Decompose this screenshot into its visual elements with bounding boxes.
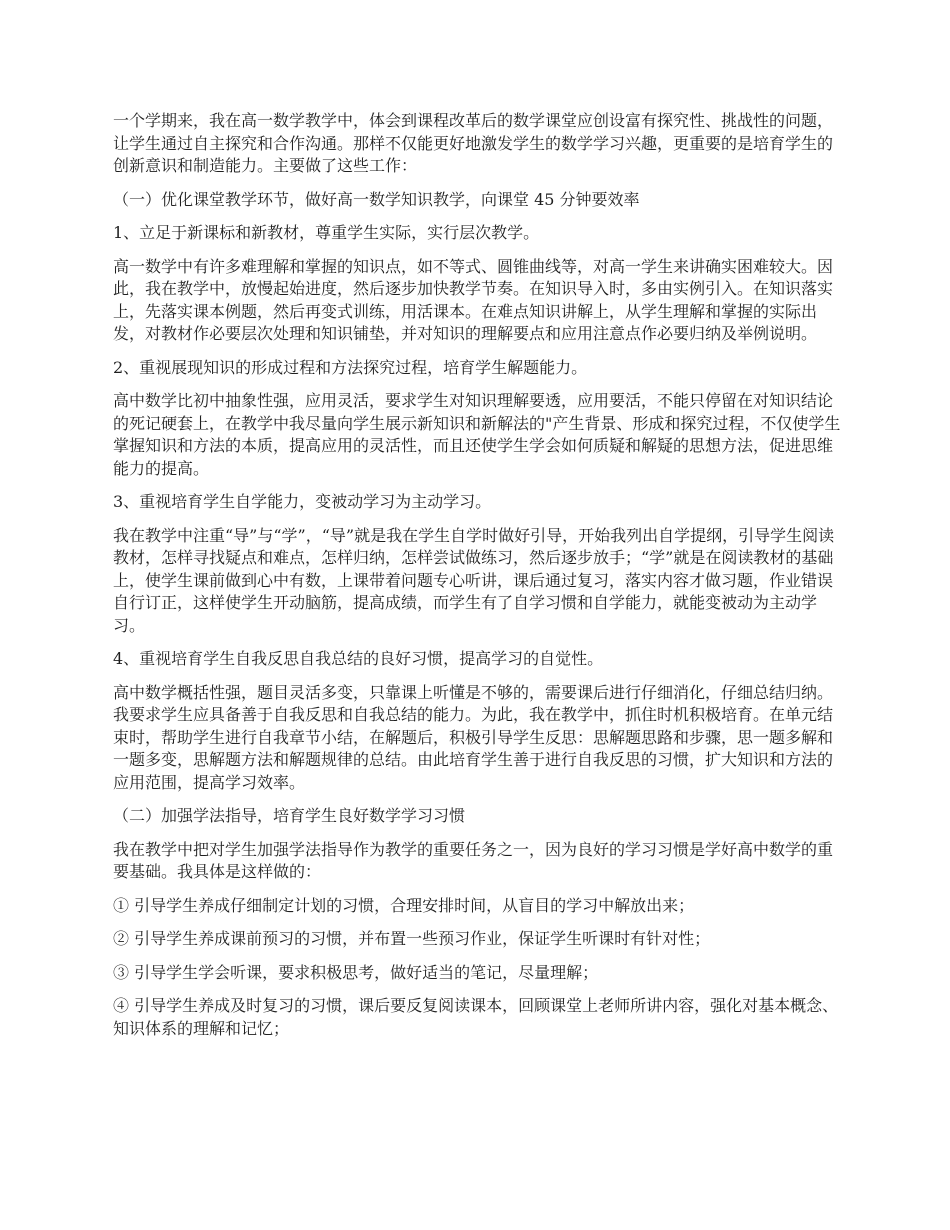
body-paragraph: 我在教学中注重“导”与“学”，“导”就是我在学生自学时做好引导，开始我列出自学提纲，引导学生阅读教材，怎样寻找疑点和难点，怎样归纳，怎样尝试做练习，然后逐步放手；“学”就是在阅读教材的基础上，使学生课前做到心中有数，上课带着问题专心听讲，课后通过复习，落实内容才做习题，作业错误自行订正，这样使学生开动脑筋，提高成绩，而学生有了自学习惯和自学能力，就能变被动为主动学习。: [113, 525, 835, 635]
list-item-3: ③ 引导学生学会听课，要求积极思考，做好适当的笔记，尽量理解；: [113, 962, 599, 982]
section-heading-2: （二）加强学法指导，培育学生良好数学学习习惯: [113, 806, 466, 825]
body-paragraph: 高中数学比初中抽象性强，应用灵活，要求学生对知识理解要透，应用要活，不能只停留在对知识结论的死记硬套上，在教学中我尽量向学生展示新知识和新解法的"产生背景、形成和探究过程，不仅使学生掌握知识和方法的本质，提高应用的灵活性，而且还使学生学会如何质疑和解疑的思想方法，促进思维能力的提高。: [113, 391, 841, 478]
list-item-1: ① 引导学生养成仔细制定计划的习惯，合理安排时间，从盲目的学习中解放出来；: [113, 895, 695, 915]
body-paragraph: 高一数学中有许多难理解和掌握的知识点，如不等式、圆锥曲线等，对高一学生来讲确实困难较大。因此，我在教学中，放慢起始进度，然后逐步加快教学节奏。在知识导入时，多由实例引入。在知识落实上，先落实课本例题，然后再变式训练，用活课本。在难点知识讲解上，从学生理解和掌握的实际出发，对教材作必要层次处理和知识铺垫，并对知识的理解要点和应用注意点作必要归纳及举例说明。: [113, 256, 834, 343]
body-paragraph: 高中数学概括性强，题目灵活多变，只靠课上听懂是不够的，需要课后进行仔细消化，仔细总结归纳。我要求学生应具备善于自我反思和自我总结的能力。为此，我在教学中，抓住时机积极培育。在单元结束时，帮助学生进行自我章节小结，在解题后，积极引导学生反思：思解题思路和步骤，思一题多解和一题多变，思解题方法和解题规律的总结。由此培育学生善于进行自我反思的习惯，扩大知识和方法的应用范围，提高学习效率。: [113, 682, 834, 792]
list-item-2: ② 引导学生养成课前预习的习惯，并布置一些预习作业，保证学生听课时有针对性；: [113, 929, 711, 948]
section-heading-1: （一）优化课堂教学环节，做好高一数学知识教学，向课堂 45 分钟要效率: [113, 189, 640, 209]
subheading-2: 2、重视展现知识的形成过程和方法探究过程，培育学生解题能力。: [113, 357, 588, 377]
subheading-4: 4、重视培育学生自我反思自我总结的良好习惯，提高学习的自觉性。: [113, 649, 604, 668]
body-paragraph: 我在教学中把对学生加强学法指导作为教学的重要任务之一，因为良好的学习习惯是学好高中数学的重要基础。我具体是这样做的：: [113, 839, 834, 881]
subheading-3: 3、重视培育学生自学能力，变被动学习为主动学习。: [113, 492, 492, 511]
intro-paragraph: 一个学期来，我在高一数学教学中，体会到课程改革后的数学课堂应创设富有探究性、挑战性的问题，让学生通过自主探究和合作沟通。那样不仅能更好地激发学生的数学学习兴趣，更重要的是培育学生的创新意识和制造能力。主要做了这些工作：: [113, 111, 834, 175]
document-body: [113, 110, 843, 1051]
subheading-1: 1、立足于新课标和新教材，尊重学生实际，实行层次教学。: [113, 223, 540, 242]
list-item-4: ④ 引导学生养成及时复习的习惯，课后要反复阅读课本，回顾课堂上老师所讲内容，强化对基本概念、知识体系的理解和记忆；: [113, 996, 839, 1038]
